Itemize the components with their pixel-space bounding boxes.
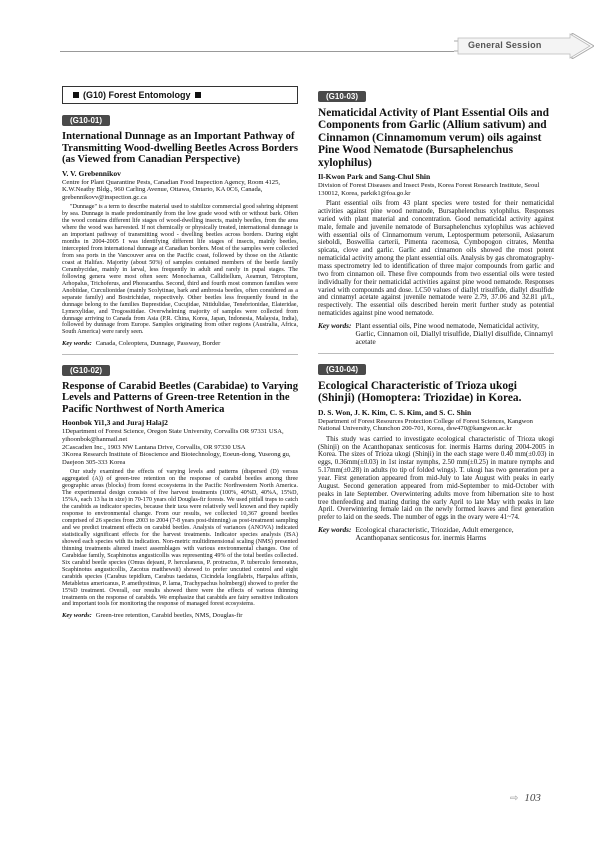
article-abstract: Plant essential oils from 43 plant species were tested for their nematicidal activities against pine wood nematode, Bursaphelenchus xylophilus. Responses varied with plant material and concentration. Good nematicidal activity against male, female and juvenile nematode of Bursaphelenchus xylophilus was achieved with essential oils of Cinnamomum verum, Leptospermum petersonii, Asiasarum sieboldi, Boswellia carterii, Pimenta racemosa, Cymbopogon citrates, Mentha spicata, clove and garlic. Garlic and cinnamon oils showed the most potent nematicidal activity among the plant essential oils. Analysis by gas chromatography-mass spectrometry led to identification of three major compounds from garlic and two from cinnamon oil. These five compounds from two essential oils were tested individually for their nematicidal activities against pine wood nematode. Responses varied with compounds and dose. LC50 values of diallyl trisulfide, diallyl disulfide and cinnamyl acetate against juvenile nematode were 2.79, 37.06 and 32.81 μl/L, respectively. The essential oils described herein merit further study as potential nematicides against pine wood nematode.: [318, 199, 554, 318]
article-keywords: [62, 340, 298, 348]
keywords-label: Key words:: [62, 340, 92, 348]
keywords-label: Key words:: [318, 525, 352, 535]
article-title: International Dunnage as an Important Pathway of Transmitting Wood-dwelling Beetles Across Borders (as Viewed from Canadian Perspective): [62, 131, 299, 165]
article-affiliation: 1Department of Forest Science, Oregon State University, Corvallis OR 97331 USA, yihoonbok@hanmail.net 2Cascadien Inc., 1903 NW Lantana Drive, Corvallis, OR 97330 USA 3Korea Research Institute of Bioscience and Biotechnology, Eoeun-dong, Yuseong gu, Daejeon 305-333 Korea: [62, 428, 291, 466]
article-g10-01: [62, 110, 298, 348]
article-authors: Hoonbok Yi1,3 and Juraj Halaj2: [62, 418, 168, 428]
article-code: (G10-02): [62, 365, 110, 376]
keywords-text: Green-tree retention, Carabid beetles, NMS, Douglas-fir: [95, 612, 243, 620]
header-rule: [60, 51, 454, 52]
article-title: Response of Carabid Beetles (Carabidae) to Varying Levels and Patterns of Green-tree Retention in the Pacific Northwest of North America: [62, 380, 298, 415]
article-keywords: [318, 526, 554, 543]
keywords-label: Key words:: [62, 612, 92, 620]
session-tab: [454, 33, 594, 59]
page-number-text: 103: [524, 792, 541, 804]
square-bullet-icon: [195, 92, 201, 98]
article-keywords: [62, 612, 298, 620]
article-authors: Il-Kwon Park and Sang-Chul Shin: [318, 172, 431, 182]
article-divider: [318, 353, 554, 354]
article-title: Ecological Characteristic of Trioza ukogi (Shinji) (Homoptera: Triozidae) in Korea.: [318, 379, 522, 405]
article-authors: V. V. Grebennikov: [62, 168, 121, 178]
keywords-label: Key words:: [318, 320, 352, 330]
article-divider: [62, 354, 298, 355]
keywords-text: Ecological characteristic, Triozidae, Adult emergence, Acanthopanax senticosus for. inermis Harms: [355, 525, 514, 543]
article-abstract: "Dunnage" is a term to describe material used to stabilize commercial good sshring shipment by sea. Dunnage is made predominantly from the low grade wood with or without bark. Often the wood contains different life stages of wood-dwelling insects, mainly beetles, from the area where the wood was harvested. If not chemically or physically treated, international dunnage is an important pathway of transmitting wood - dwelling beetles across borders. During eight months in 2004-2005 I was identifying different life stages of insects, mainly beetles, intercepted from international dunnage at Canadian borders. Most of the samples were collected from sea ports in the Vancouver area on the Pacific coast, followed by those on the Atlantic coast at Halifax. Majority (about 50%) of samples contained members of the beetle family Cerambycidae, mainly in larval, less frequently in adult and rarely in pupal stages. The following genera were most often seen: Monochamus, Callidiellum, Aeamun, Tetropium, Arhopalus, Trichoferus, and Phoracantha. Second, third and fourth most common families were Anobiidae, Curculionidae (mainly Scolytinae, bark and ambrosia beetles, often considered as a separate family) and Bostrichidae, respectively. Other beetles less frequently found in the dunnage belong to the families Buprestidae, Cucujidae, Nitidulidae, Tenebrionidae, Elateridae, Lymexylidae, and Trogossitidae. Overwhelming majority of samples were collected from dunnage arriving to Canada from Asia (P.R. China, Korea, Japan, Indonesia, Malaysia, India), followed by dunnage from Europe. Samples originating from other regions (Australia, Africa, South America) were rarely seen.: [62, 204, 298, 336]
article-code: (G10-03): [318, 91, 366, 102]
article-g10-04: [318, 359, 554, 543]
article-code: (G10-04): [318, 364, 366, 375]
section-header: [62, 86, 298, 104]
article-keywords: [318, 322, 554, 347]
right-column: [318, 86, 554, 543]
arrow-right-icon: ⇨: [510, 792, 519, 804]
keywords-text: Plant essential oils, Pine wood nematode, Nematicidal activity, Garlic, Cinnamon oil, Diallyl trisulfide, Diallyl disulfide, Cinnamyl acetate: [355, 320, 554, 347]
page-number: [510, 792, 541, 804]
article-affiliation: Department of Forest Resources Protection College of Forest Sciences, Kangwon National University, Chunchon 200-701, Korea, dsw470@kangwon.ac.kr: [318, 417, 533, 433]
article-title: Nematicidal Activity of Plant Essential Oils and Components from Garlic (Allium sativum) and Cinnamon (Cinnamomum verum) oils against Pine Wood Nematode (Bursaphelenchus xylophilus): [318, 107, 549, 169]
session-label: General Session: [468, 40, 542, 50]
square-bullet-icon: [73, 92, 79, 98]
article-authors: D. S. Won, J. K. Kim, C. S. Kim, and S. C. Shin: [318, 407, 472, 417]
article-abstract: This study was carried to investigate ecological characteristic of Trioza ukogi (Shinji) on the Acanthopanax senticosus for. inermis Harms during 2004-2005 in Korea. The sizes of Trioza ukogi (Shinji) in the each stage were 0.40 mm(±0.03) in eggs, 0.36mm(±0.03) in 1st instar nymphs, 2.50 mm(±0.25) in mature nymphs and 5.17mm(±0.28) in adults (to tip of folded wings). T. ukogi has two generation per a year. First generation appeared from mid-July to late August with peaks in early August. Second generation appeared from mid-September to mid-October with peaks in late September. Overwintering adults move from hibernation site to host tree thenfeeding and mating during the early April to late May with peaks in late April. Overwintering female laid on the newly formed leaves and first generation prefer to laid on the seeds. The number of eggs in the ovary were 41~74.: [318, 434, 554, 522]
article-affiliation: Centre for Plant Quarantine Pests, Canadian Food Inspection Agency, Room 4125, K.W.Neatby Bldg., 960 Carling Avenue, Ottawa, Ontario, KA 0C6, Canada, grebennikovv@inspection.gc.ca: [62, 178, 281, 201]
article-code: (G10-01): [62, 115, 110, 126]
article-g10-02: [62, 360, 298, 620]
article-g10-03: [318, 86, 554, 347]
section-title: (G10) Forest Entomology: [83, 90, 191, 100]
article-affiliation: Division of Forest Diseases and Insect Pests, Korea Forest Research Institute, Seoul 130012, Korea, parkik1@foa.go.kr: [318, 182, 540, 197]
article-abstract: Our study examined the effects of varying levels and patterns (dispersed (D) versus aggregated (A)) of green-tree retention on the response of carabid beetles among three geographic areas (blocks) from forest ecosystems in the Pacific Northwestern North America. The experimental design consists of five harvest treatments (100%, 40%D, 40%A, 15%D, 15%A, each 13 ha in size) in 70-170 years old Douglas-fir forests. We used pitfall traps to catch the carabids as indicator species, because their taxa were relatively well known and they rapidly response to environmental change. From our results, we collected 10,367 ground beetles comprised of 26 species from 2003 to 2004 (7-8 years post-thinning) as post-treatment sampling and we predict treatment effects on carabid beetles. Analysis of variances (ANOVA) indicated statistically significant effects for the harvest treatments. Indicator species analysis (ISA) showed each species with its indication. Non-metric multidimensional scaling (NMS) presented thinning treatments altered insect assemblages with various environmental changes. One of Carabidae family, Scaphinotus angusticollis was representing 49% of the total beetles collected. Six carabid beetle species (Omus dejeani, P. herculaneus, P. protractus, P. tuberculo femoratus, Scaphinotus angusticollis, Zacotus matthewsii) showed to prefer uncutted control and eight carabids species (Carabus tepidlum, Carabus taedatus, Cicindela longilabris, Harpalus affinis, Metabletus americanus, P. amethystinus, P. lama, Trachypachus holmbergi) showed to prefer the 15%D treatment. Overall, our results showed there were the effects of various thinning treatments on the response of carabids. We emphasize that carabids are fairy sensitive indicators and important tools for monitoring the response of managed forest ecosystems.: [62, 469, 298, 608]
keywords-text: Canada, Coleoptera, Dunnage, Passway, Border: [95, 340, 221, 348]
left-column: [62, 86, 298, 620]
